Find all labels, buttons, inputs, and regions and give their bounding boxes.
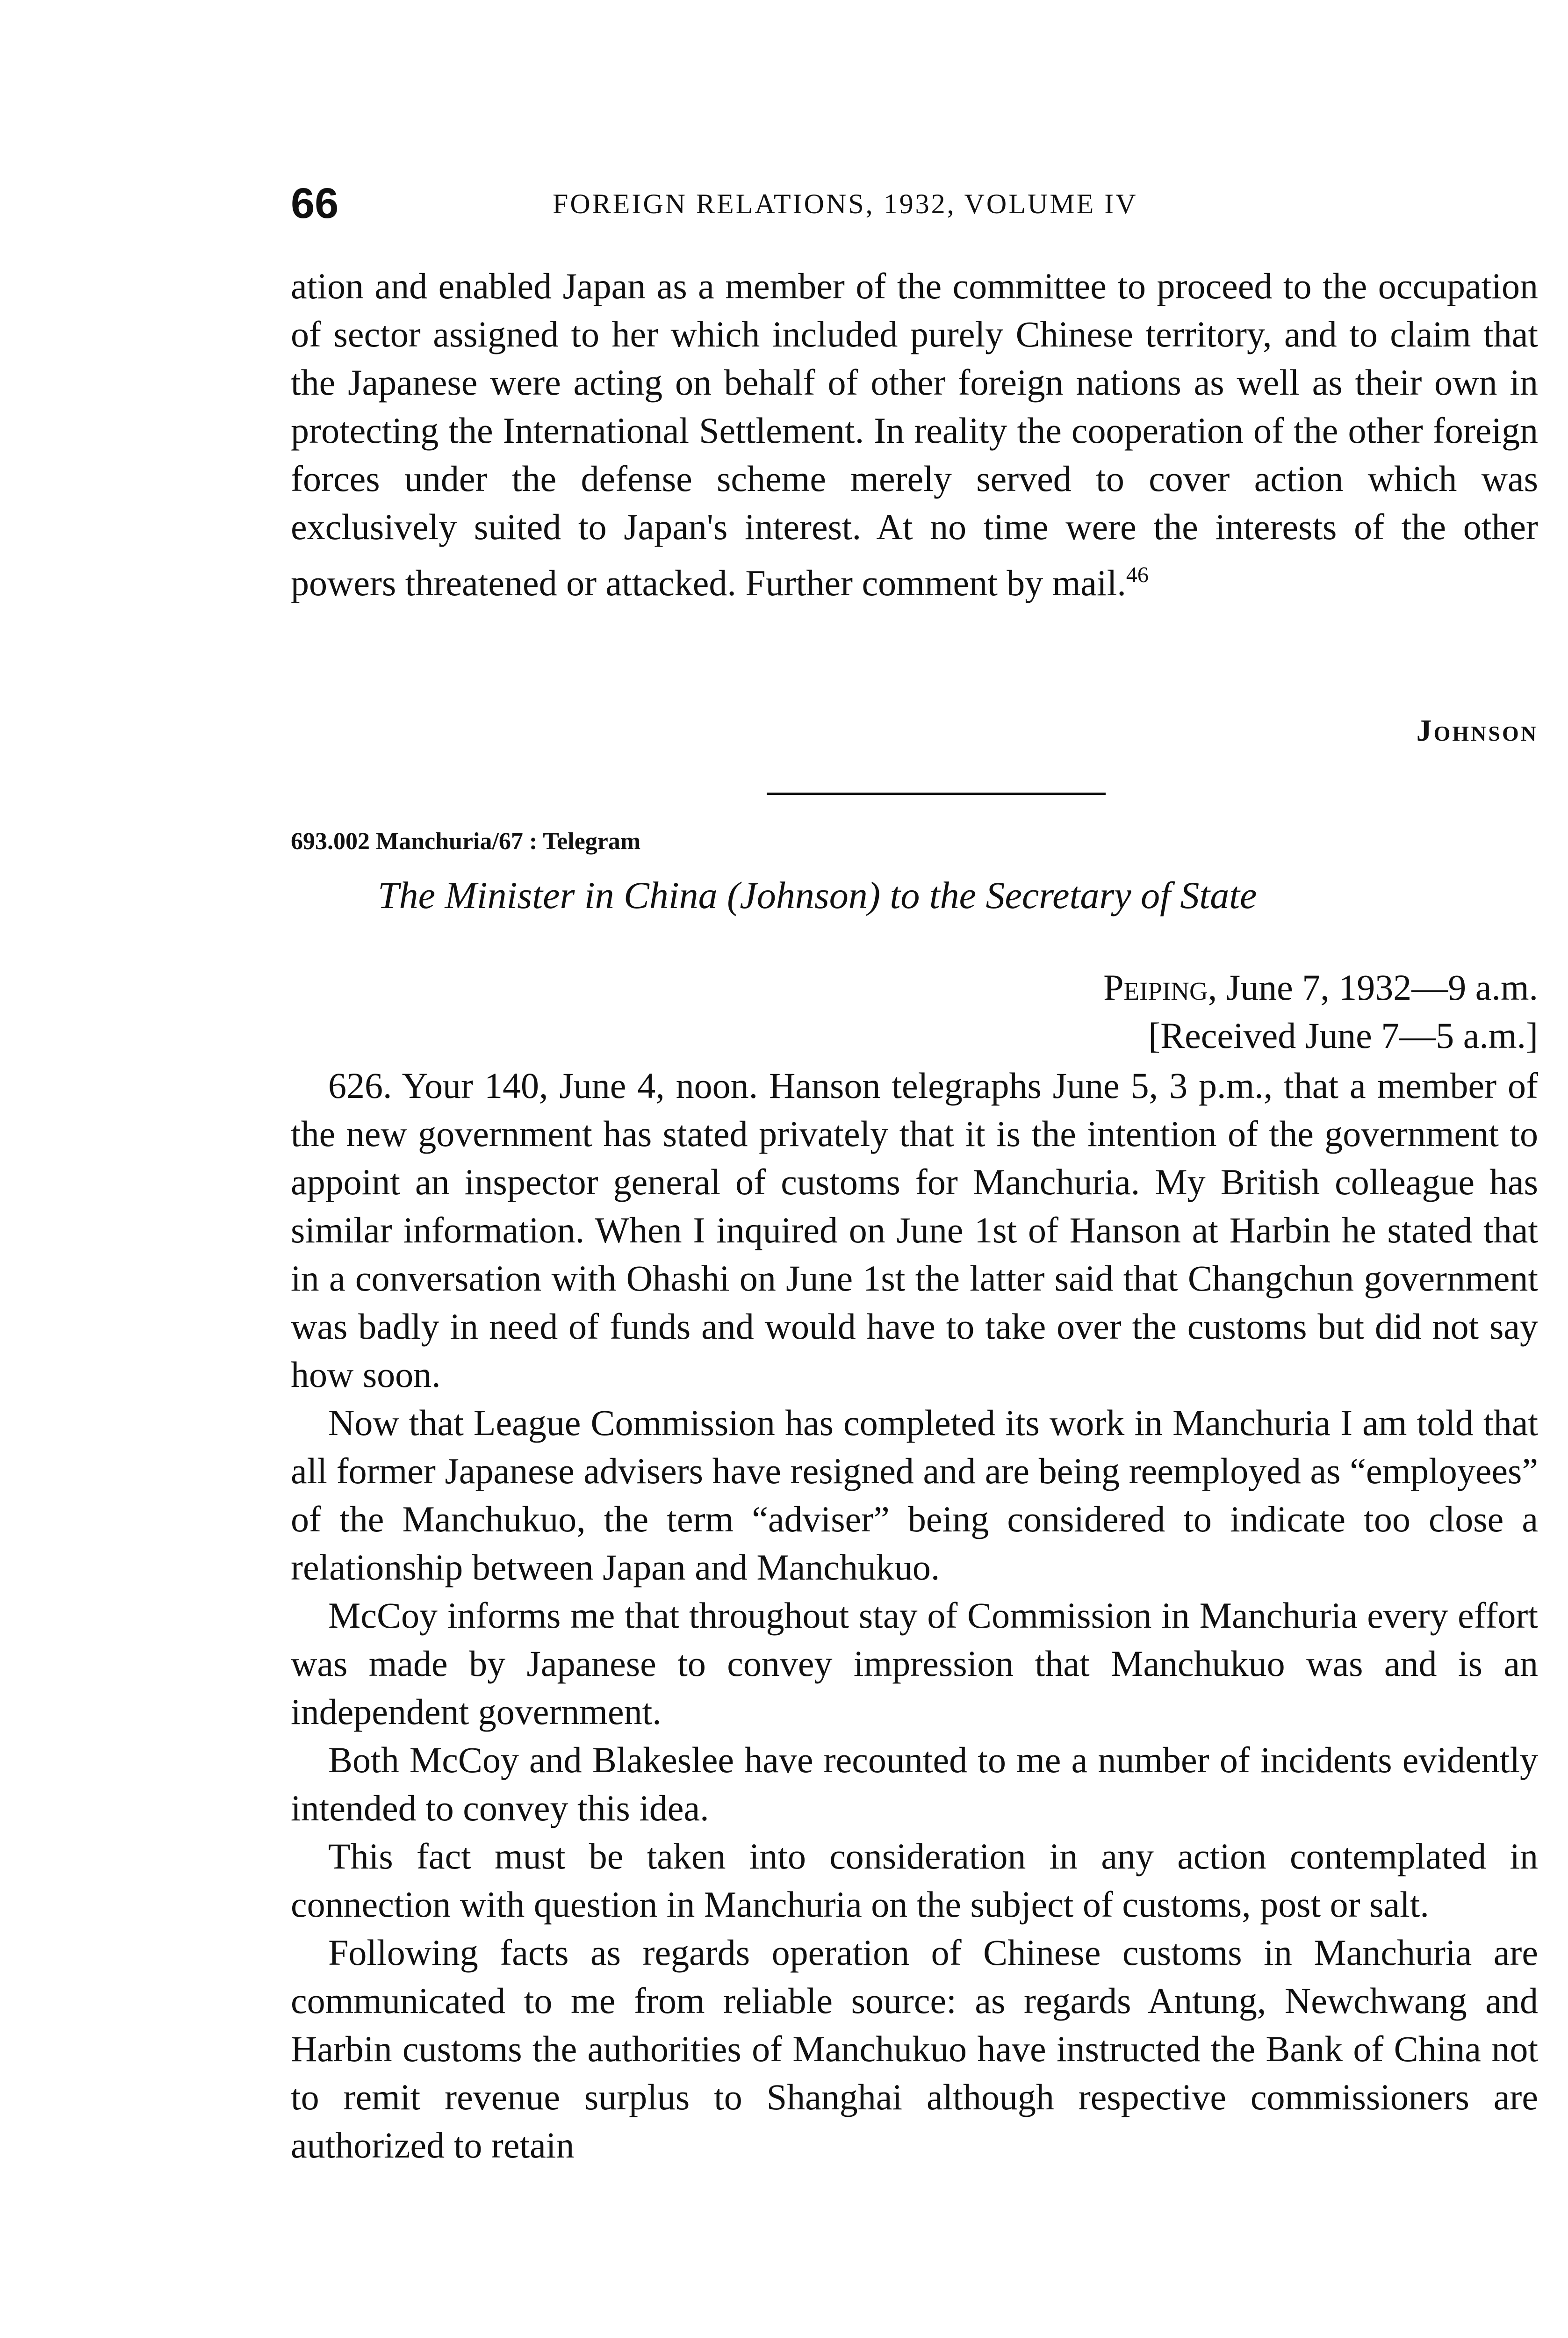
section-divider xyxy=(767,793,1106,795)
page-header xyxy=(291,178,1538,229)
body-paragraph: McCoy informs me that throughout stay of Commission in Manchuria every effort was made by Japanese to convey impression that Manchukuo was and is an independent government. xyxy=(291,1595,1538,1732)
telegram-body xyxy=(291,1061,1538,2169)
footnote-reference: 46 xyxy=(1126,563,1149,587)
received-line: [Received June 7—5 a.m.] xyxy=(1148,1015,1538,1056)
document-title: The Minister in China (Johnson) to the Secretary of State xyxy=(378,874,1257,916)
file-reference: 693.002 Manchuria/67 : Telegram xyxy=(291,828,641,855)
dateline-date: June 7, 1932—9 a.m. xyxy=(1226,967,1538,1008)
body-paragraph: Now that League Commission has completed its work in Manchuria I am told that all former Japanese advisers have resigned and are being reemployed as “employees” of the Manchukuo, the term “adviser” being considered to indicate too close a relationship between Japan and Manchukuo. xyxy=(291,1402,1538,1588)
continuation-paragraph xyxy=(291,262,1538,607)
signature: Johnson xyxy=(1416,714,1538,748)
body-paragraph: Both McCoy and Blakeslee have recounted to me a number of incidents evidently intended to convey this idea. xyxy=(291,1739,1538,1828)
page-number: 66 xyxy=(291,180,339,227)
body-paragraph: 626. Your 140, June 4, noon. Hanson telegraphs June 5, 3 p.m., that a member of the new government has stated privately that it is the intention of the government to appoint an inspector general of customs for Manchuria. My British colleague has similar information. When I inquired on June 1st of Hanson at Harbin he stated that in a conversation with Ohashi on June 1st the latter said that Changchun government was badly in need of funds and would have to take over the customs but did not say how soon. xyxy=(291,1065,1538,1395)
body-paragraph: Following facts as regards operation of Chinese customs in Manchuria are communicated to me from reliable source: as regards Antung, Newchwang and Harbin customs the authorities of Manchukuo have instructed the Bank of China not to remit revenue surplus to Shanghai although respective commissioners are authorized to retain xyxy=(291,1932,1538,2165)
continuation-text: ation and enabled Japan as a member of the committee to proceed to the occupation of sector assigned to her which included purely Chinese territory, and to claim that the Japanese were acting on behalf of other foreign nations as well as their own in protecting the International Settlement. In reality the cooperation of the other foreign forces under the defense scheme merely served to cover action which was exclusively suited to Japan's interest. At no time were the interests of the other powers threatened or attacked. Further comment by mail. xyxy=(291,266,1538,603)
body-paragraph: This fact must be taken into consideration in any action contemplated in connection with question in Manchuria on the subject of customs, post or salt. xyxy=(291,1836,1538,1925)
dateline-place: Peiping, xyxy=(1103,967,1217,1008)
dateline xyxy=(884,963,1538,1011)
running-head: FOREIGN RELATIONS, 1932, VOLUME IV xyxy=(553,188,1138,219)
